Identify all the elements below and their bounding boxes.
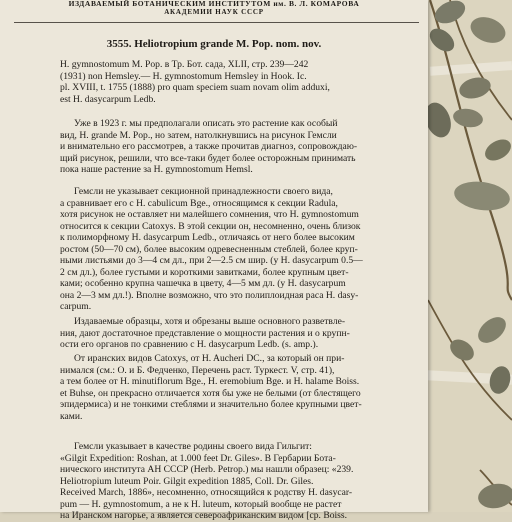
text-line: pum — H. gymnostomum, а не к H. luteum, который вообще не растет [60,498,342,510]
text-line: пока наше растение за H. gymnostomum Hemsl. [60,164,253,175]
text-line: к полиморфному H. dasycarpum Ledb., отличаясь от него более высоким [60,232,355,243]
text-line: H. gymnostomum M. Pop. в Тр. Бот. сада, XLII, стр. 239—242 [60,59,309,70]
text-line: на Иранском нагорье, а является североафриканским видом [ср. Boiss. [60,510,348,521]
paragraph-history [60,118,410,176]
species-title: 3555. Heliotropium grande M. Pop. nom. nov. [106,38,322,50]
text-line: а сравнивает его с H. cabulicum Bge., относящимся к секции Radula, [60,197,338,209]
paragraph-comparison [60,186,410,313]
text-line: Гемсли указывает в качестве родины своего вида Гильгит: [74,441,312,452]
text-line: 2 см дл.), более густыми и короткими завитками, более крупным цвет- [60,266,349,278]
text-line: щий рисунок, решили, что все-таки будет более осторожным принимать [60,152,356,164]
text-line: Гемсли не указывает секционной принадлежности своего вида, [74,186,333,197]
text-line: ния, дают достаточное представление о мощности растения и о крупн- [60,327,350,339]
text-line: ости его органов по сравнению с H. dasycarpum Ledb. (s. amp.). [60,339,319,350]
text-line: «Gilgit Expedition: Roshan, at 1.000 feet Dr. Giles». В Гербарии Бота- [60,452,336,464]
text-line: ными листьями до 3—4 см дл., при 2—2.5 см шир. (у H. dasycarpum 0.5— [60,255,363,266]
text-line: она 2—3 мм дл.!). Вполне возможно, что это полиплоидная раса H. dasy- [60,289,359,301]
text-line: От иранских видов Catoxys, от H. Aucheri DC., за который он при- [74,353,345,364]
header-institute: ИЗДАВАЕМЫЙ БОТАНИЧЕСКИМ ИНСТИТУТОМ им. В. Л. КОМАРОВА [68,0,360,8]
paragraph-specimens [60,316,410,351]
text-line: Received March, 1886», несомненно, относящийся к родству H. dasycar- [60,487,353,498]
text-line: (1931) non Hemsley.— H. gymnostomum Hemsley in Hook. Ic. [60,70,307,82]
text-line: ками; особенно крупна чашечка в цвету, 4—5 мм дл. (у H. dasycarpum [60,278,346,289]
text-line: ками. [60,410,83,422]
paragraph-iranian-species [60,353,410,422]
text-line: Heliotropium luteum Poir. Gilgit expedition 1885, Coll. Dr. Giles. [60,475,314,487]
text-line: carpum. [60,301,92,312]
text-line: эпидермиса) и не тонкими стеблями и значительно более крупными цвет- [60,399,362,410]
text-line: pl. XVIII, t. 1755 (1888) pro quam speciem suam novam olim adduxi, [60,82,330,93]
text-line: а тем более от H. minutiflorum Bge., H. eremobium Bge. и H. halame Boiss. [60,376,360,387]
text-line: нимался (см.: О. и Б. Федченко, Перечень раст. Туркест. V, стр. 41), [60,364,335,376]
text-line: et Buhse, он прекрасно отличается хотя бы уже не белыми (от блестящего [60,387,361,399]
paragraph-locality [60,441,410,522]
text-line: вид, H. grande M. Pop., но затем, натолкнувшись на рисунок Гемсли [60,129,337,141]
text-line: est H. dasycarpum Ledb. [60,93,156,105]
text-line: хотя рисунок не оставляет ни малейшего сомнения, что H. gymnostomum [60,209,359,220]
paragraph-synonymy [60,59,410,105]
text-line: относится к секции Catoxys. В этой секции он, несомненно, очень близок [60,220,361,232]
text-line: и внимательно его рассмотрев, а также прочитав диагноз, сопровождаю- [60,141,358,152]
text-line: Издаваемые образцы, хотя и обрезаны выше основного разветвле- [74,316,346,327]
header-divider [14,22,419,23]
text-line: Уже в 1923 г. мы предполагали описать это растение как особый [74,118,338,129]
header-academy: АКАДЕМИИ НАУК СССР [164,8,264,16]
text-line: нического института АН СССР (Herb. Petrop.) мы нашли образец: «239. [60,464,354,475]
text-line: ростом (50—70 см), более высоким одревесненным стеблей, более круп- [60,243,358,255]
